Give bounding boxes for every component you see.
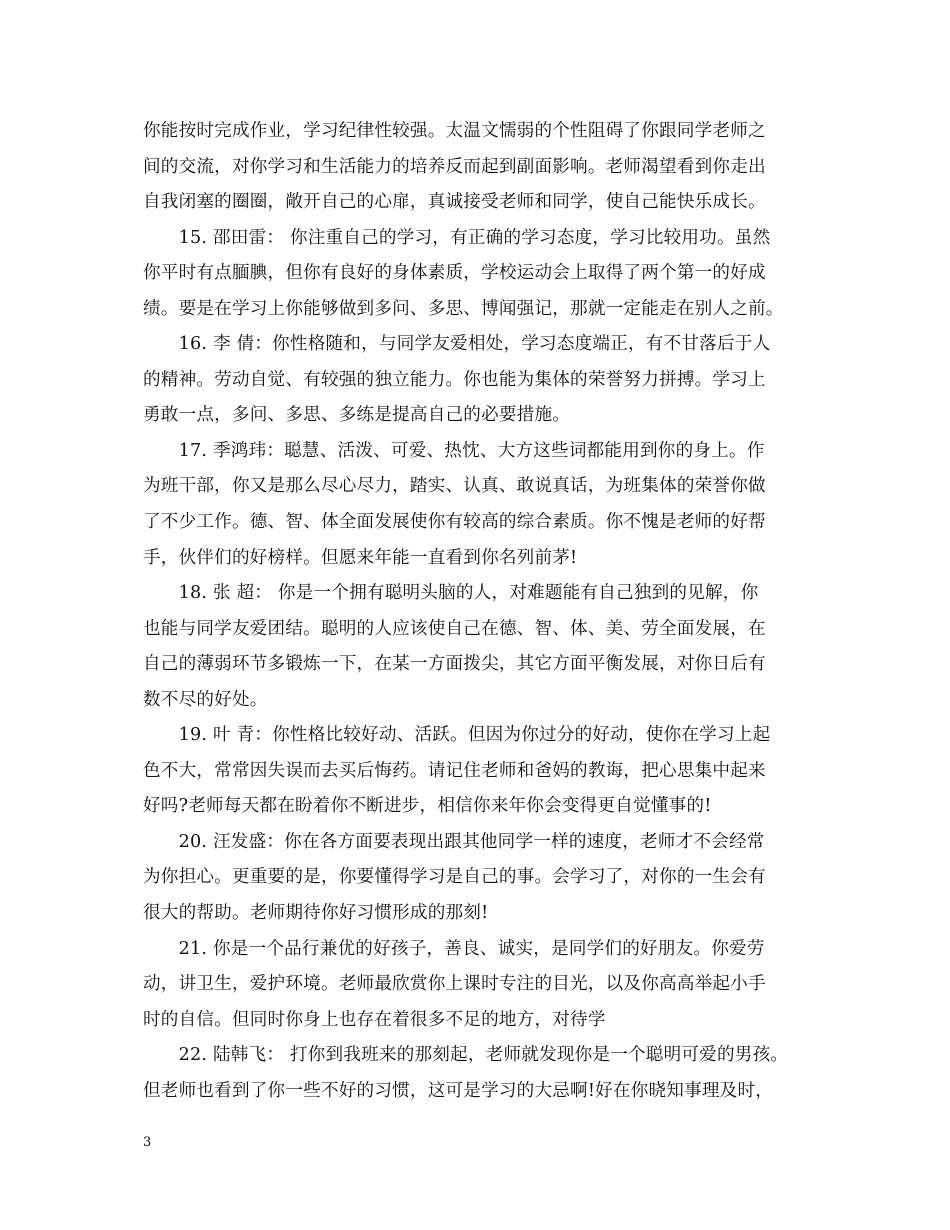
body-text xyxy=(143,114,809,1109)
page-number: 3 xyxy=(143,1135,152,1150)
text-line: 色不大，常常因失误而去买后悔药。请记住老师和爸妈的教诲，把心思集中起来 xyxy=(143,760,766,781)
text-line: 的精神。劳动自觉、有较强的独立能力。你也能为集体的荣誉努力拼搏。学习上 xyxy=(143,369,766,390)
text-line: 勇敢一点，多问、多思、多练是提高自己的必要措施。 xyxy=(143,405,571,426)
text-line: 很大的帮助。老师期待你好习惯形成的那刻! xyxy=(143,903,489,924)
text-line: 22. 陆韩飞： 打你到我班来的那刻起，老师就发现你是一个聪明可爱的男孩。 xyxy=(143,1045,789,1066)
text-line: 15. 邵田雷： 你注重自己的学习，有正确的学习态度，学习比较用功。虽然 xyxy=(143,227,771,248)
text-line: 好吗?老师每天都在盼着你不断进步，相信你来年你会变得更自觉懂事的! xyxy=(143,796,712,817)
text-line: 你能按时完成作业，学习纪律性较强。太温文懦弱的个性阻碍了你跟同学老师之 xyxy=(143,121,766,141)
text-line: 但老师也看到了你一些不好的习惯，这可是学习的大忌啊!好在你晓知事理及时， xyxy=(143,1080,774,1101)
text-line: 21. 你是一个品行兼优的好孩子，善良、诚实，是同学们的好朋友。你爱劳 xyxy=(143,938,765,959)
text-line: 16. 李 倩：你性格随和，与同学友爱相处，学习态度端正，有不甘落后于人 xyxy=(143,334,771,355)
text-line: 为班干部，你又是那么尽心尽力，踏实、认真、敢说真话，为班集体的荣誉你做 xyxy=(143,476,766,497)
text-line: 为你担心。更重要的是，你要懂得学习是自己的事。会学习了，对你的一生会有 xyxy=(143,867,766,888)
text-line: 18. 张 超： 你是一个拥有聪明头脑的人，对难题能有自己独到的见解，你 xyxy=(143,583,759,604)
text-line: 动，讲卫生，爱护环境。老师最欣赏你上课时专注的目光，以及你高高举起小手 xyxy=(143,974,766,995)
text-line: 数不尽的好处。 xyxy=(143,689,268,710)
text-line: 自己的薄弱环节多锻炼一下，在某一方面拨尖，其它方面平衡发展，对你日后有 xyxy=(143,654,766,675)
text-line: 间的交流，对你学习和生活能力的培养反而起到副面影响。老师渴望看到你走出 xyxy=(143,156,766,177)
text-line: 手，伙伴们的好榜样。但愿来年能一直看到你名列前茅! xyxy=(143,547,578,568)
text-line: 了不少工作。德、智、体全面发展使你有较高的综合素质。你不愧是老师的好帮 xyxy=(143,512,766,533)
text-line: 自我闭塞的圈圈，敞开自己的心扉，真诚接受老师和同学，使自己能快乐成长。 xyxy=(143,192,766,213)
text-line: 你平时有点腼腆，但你有良好的身体素质，学校运动会上取得了两个第一的好成 xyxy=(143,263,766,284)
text-line: 20. 汪发盛：你在各方面要表现出跟其他同学一样的速度，老师才不会经常 xyxy=(143,831,765,852)
text-line: 绩。要是在学习上你能够做到多问、多思、博闻强记，那就一定能走在别人之前。 xyxy=(143,298,784,319)
text-line: 也能与同学友爱团结。聪明的人应该使自己在德、智、体、美、劳全面发展，在 xyxy=(143,618,766,639)
text-line: 19. 叶 青：你性格比较好动、活跃。但因为你过分的好动，使你在学习上起 xyxy=(143,725,771,746)
text-line: 17. 季鸿玮：聪慧、活泼、可爱、热忱、大方这些词都能用到你的身上。作 xyxy=(143,440,765,461)
text-line: 时的自信。但同时你身上也存在着很多不足的地方，对待学 xyxy=(143,1009,606,1030)
